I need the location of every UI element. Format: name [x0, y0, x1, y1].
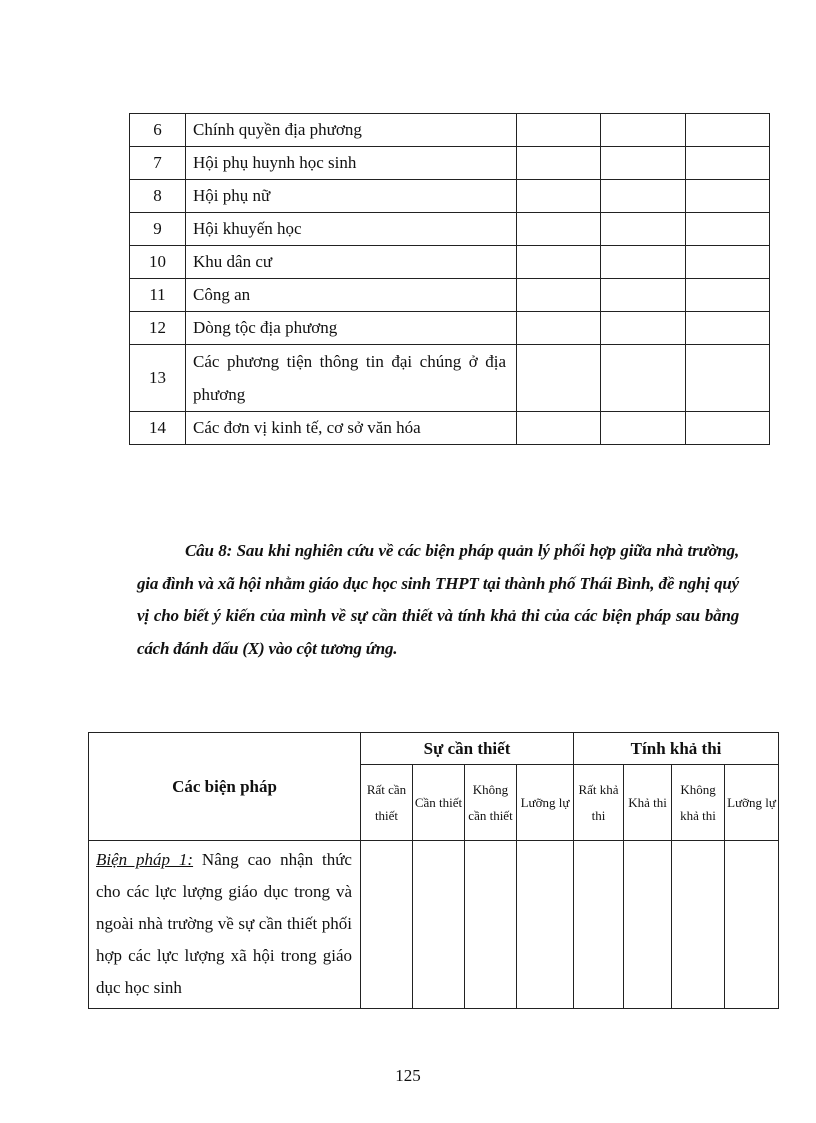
row-number: 8 — [130, 180, 186, 213]
measures-column-header: Các biện pháp — [89, 733, 361, 841]
necessity-option-header: Cần thiết — [413, 765, 465, 841]
answer-cell[interactable] — [361, 841, 413, 1009]
header-row-groups — [89, 733, 779, 765]
question-text: Câu 8: Sau khi nghiên cứu về các biện pháp quản lý phối hợp giữa nhà trường, gia đình và xã hội nhằm giáo dục học sinh THPT tại thành phố Thái Bình, đề nghị quý vị cho biết ý kiến của mình về sự cần thiết và tính khả thi của các biện pháp sau bằng cách đánh dấu (X) vào cột tương ứng. — [137, 541, 739, 658]
row-number: 7 — [130, 147, 186, 180]
empty-cell — [686, 412, 770, 445]
row-label: Công an — [186, 279, 517, 312]
answer-cell[interactable] — [624, 841, 672, 1009]
row-number: 14 — [130, 412, 186, 445]
empty-cell — [517, 279, 601, 312]
empty-cell — [686, 279, 770, 312]
empty-cell — [517, 312, 601, 345]
empty-cell — [517, 246, 601, 279]
empty-cell — [686, 312, 770, 345]
empty-cell — [686, 345, 770, 412]
empty-cell — [601, 312, 686, 345]
empty-cell — [601, 246, 686, 279]
empty-cell — [601, 213, 686, 246]
empty-cell — [686, 246, 770, 279]
row-label: Khu dân cư — [186, 246, 517, 279]
empty-cell — [686, 147, 770, 180]
row-number: 11 — [130, 279, 186, 312]
answer-cell[interactable] — [465, 841, 517, 1009]
row-number: 9 — [130, 213, 186, 246]
question-8-paragraph — [137, 535, 739, 665]
table-row — [130, 180, 770, 213]
table-row — [130, 412, 770, 445]
row-number: 6 — [130, 114, 186, 147]
measure-1-label: Biện pháp 1: — [96, 850, 194, 869]
empty-cell — [686, 180, 770, 213]
necessity-option-header: Rất cần thiết — [361, 765, 413, 841]
necessity-group-header: Sự cần thiết — [361, 733, 574, 765]
row-label: Hội phụ huynh học sinh — [186, 147, 517, 180]
table-row — [130, 345, 770, 412]
feasibility-option-header: Khả thi — [624, 765, 672, 841]
empty-cell — [517, 345, 601, 412]
table-row — [130, 246, 770, 279]
answer-cell[interactable] — [574, 841, 624, 1009]
row-label: Dòng tộc địa phương — [186, 312, 517, 345]
measure-1-cell — [89, 841, 361, 1009]
answer-cell[interactable] — [725, 841, 779, 1009]
feasibility-option-header: Lưỡng lự — [725, 765, 779, 841]
answer-cell[interactable] — [413, 841, 465, 1009]
necessity-option-header: Không cần thiết — [465, 765, 517, 841]
row-label: Hội khuyến học — [186, 213, 517, 246]
empty-cell — [517, 412, 601, 445]
feasibility-option-header: Rất khả thi — [574, 765, 624, 841]
answer-cell[interactable] — [517, 841, 574, 1009]
agencies-table — [129, 113, 770, 445]
page-number: 125 — [395, 1066, 421, 1085]
row-label: Các phương tiện thông tin đại chúng ở địa phương — [186, 345, 517, 412]
empty-cell — [517, 180, 601, 213]
empty-cell — [517, 114, 601, 147]
empty-cell — [601, 279, 686, 312]
row-number: 12 — [130, 312, 186, 345]
table-row — [89, 841, 779, 1009]
feasibility-option-header: Không khả thi — [672, 765, 725, 841]
table-row — [130, 279, 770, 312]
empty-cell — [517, 213, 601, 246]
empty-cell — [601, 180, 686, 213]
row-number: 13 — [130, 345, 186, 412]
empty-cell — [601, 412, 686, 445]
feasibility-group-header: Tính khả thi — [574, 733, 779, 765]
answer-cell[interactable] — [672, 841, 725, 1009]
table-row — [130, 114, 770, 147]
table-row — [130, 147, 770, 180]
row-number: 10 — [130, 246, 186, 279]
row-label: Các đơn vị kinh tế, cơ sở văn hóa — [186, 412, 517, 445]
empty-cell — [601, 345, 686, 412]
necessity-option-header: Lưỡng lự — [517, 765, 574, 841]
row-label: Hội phụ nữ — [186, 180, 517, 213]
table-row — [130, 213, 770, 246]
empty-cell — [601, 147, 686, 180]
empty-cell — [686, 213, 770, 246]
empty-cell — [601, 114, 686, 147]
measures-survey-table — [88, 732, 779, 1009]
empty-cell — [686, 114, 770, 147]
empty-cell — [517, 147, 601, 180]
measure-1-text: Nâng cao nhận thức cho các lực lượng giáo dục trong và ngoài nhà trường về sự cần thiết phối hợp các lực lượng xã hội trong giáo dục học sinh — [96, 850, 352, 997]
row-label: Chính quyền địa phương — [186, 114, 517, 147]
table-row — [130, 312, 770, 345]
